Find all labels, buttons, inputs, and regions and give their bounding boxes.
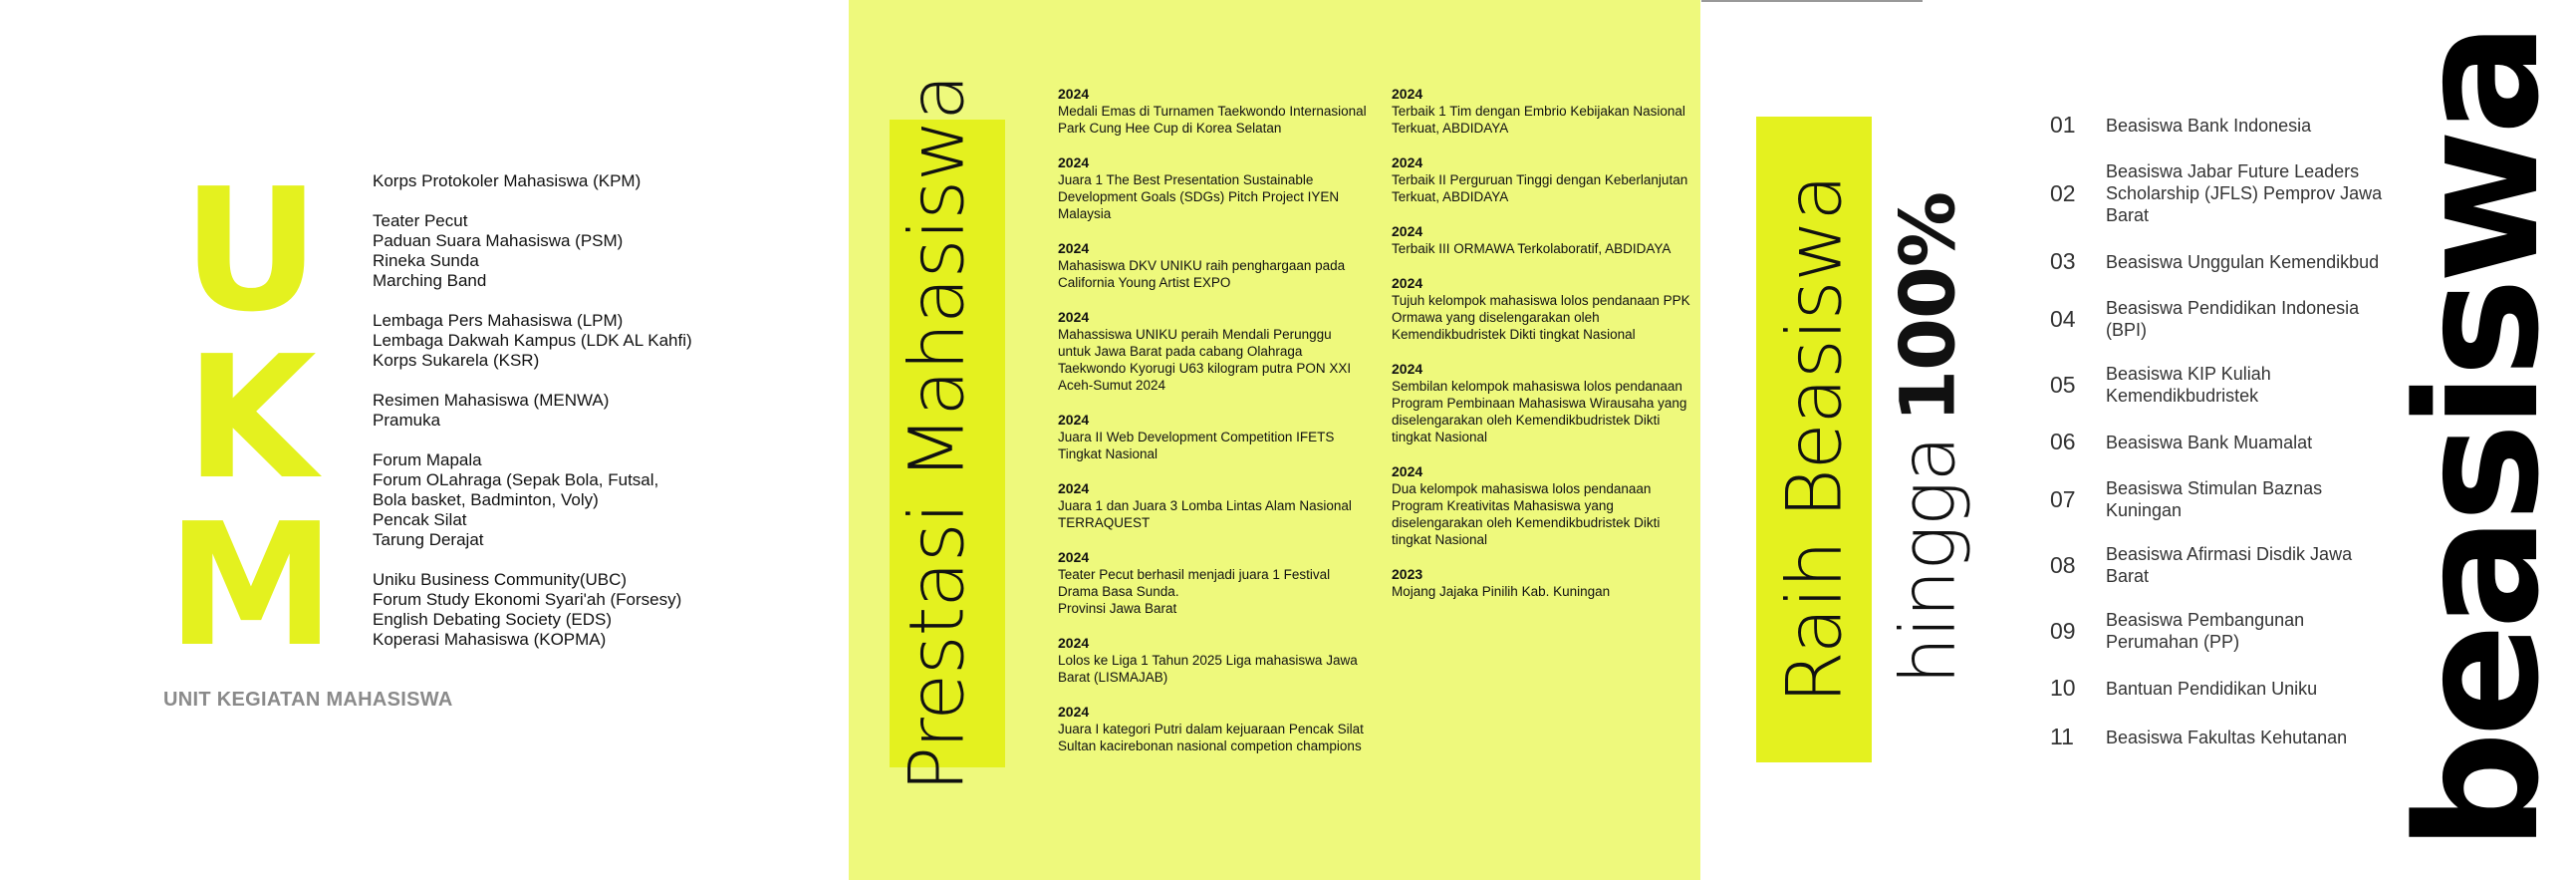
scholarship-item [2050, 477, 2389, 521]
achievement-year: 2024 [1058, 635, 1090, 651]
achievement-year: 2024 [1058, 412, 1090, 428]
scholarship-item [2050, 112, 2389, 139]
achievement-text: Juara II Web Development Competition IFETS Tingkat Nasional [1058, 430, 1335, 461]
achievement-year: 2024 [1392, 361, 1423, 377]
scholarship-number: 05 [2050, 371, 2076, 398]
ukm-item: Koperasi Mahasiswa (KOPMA) [373, 630, 607, 649]
scholarship-name: Beasiswa Bank Muamalat [2106, 432, 2313, 452]
ukm-item: Paduan Suara Mahasiswa (PSM) [373, 231, 624, 250]
scholarship-name: Bantuan Pendidikan Uniku [2106, 678, 2318, 699]
achievement-text: Terbaik 1 Tim dengan Embrio Kebijakan Nasional Terkuat, ABDIDAYA [1392, 104, 1685, 136]
scholarship-name: Beasiswa KIP Kuliah Kemendikbudristek [2106, 364, 2271, 406]
ukm-item: Forum OLahraga (Sepak Bola, Futsal, [373, 470, 659, 489]
scholarship-number: 11 [2050, 724, 2074, 749]
scholarship-number: 08 [2050, 551, 2076, 578]
ukm-item: Rineka Sunda [373, 251, 479, 270]
scholarship-number: 09 [2050, 617, 2076, 644]
ukm-item: Lembaga Pers Mahasiswa (LPM) [373, 311, 624, 330]
scholarship-item [2050, 429, 2389, 455]
achievement-item [1058, 412, 1367, 462]
scholarship-name: Beasiswa Stimulan Baznas Kuningan [2106, 478, 2323, 520]
achievement-text: Dua kelompok mahasiswa lolos pendanaan Program Kreativitas Mahasiswa yang diselengarakan oleh Kemendikbudristek Dikti tingkat Nasional [1392, 481, 1661, 547]
achievement-text: Terbaik II Perguruan Tinggi dengan Keberlanjutan Terkuat, ABDIDAYA [1392, 172, 1688, 204]
scholarship-name: Beasiswa Pembangunan Perumahan (PP) [2106, 610, 2305, 652]
achievement-text: Mojang Jajaka Pinilih Kab. Kuningan [1392, 584, 1611, 599]
ukm-item: Bola basket, Badminton, Voly) [373, 490, 599, 509]
ukm-group [373, 211, 731, 291]
ukm-item: Uniku Business Community(UBC) [373, 570, 628, 589]
hingga-wrap [1873, 149, 1982, 728]
scholarship-number: 02 [2050, 179, 2076, 206]
hingga-heading [1884, 192, 1972, 685]
top-divider [1701, 0, 1923, 2]
scholarship-name: Beasiswa Fakultas Kehutanan [2106, 727, 2348, 747]
achievement-text: Juara 1 The Best Presentation Sustainable Development Goals (SDGs) Pitch Project IYEN Malaysia [1058, 172, 1340, 221]
ukm-item: Pramuka [373, 411, 441, 430]
achievement-text: Lolos ke Liga 1 Tahun 2025 Liga mahasiswa Jawa Barat (LISMAJAB) [1058, 653, 1358, 685]
ukm-group [373, 391, 731, 431]
achievement-column-2 [1392, 86, 1700, 618]
scholarship-number: 06 [2050, 429, 2076, 454]
achievement-year: 2024 [1392, 86, 1423, 102]
prestasi-title: Prestasi Mahasiswa [892, 75, 981, 792]
achievement-text: Teater Pecut berhasil menjadi juara 1 Festival Drama Basa Sunda. Provinsi Jawa Barat [1058, 567, 1331, 616]
achievement-item [1392, 361, 1700, 445]
achievement-year: 2024 [1392, 154, 1423, 170]
big-beasiswa-word: beasiswa [2381, 28, 2576, 851]
scholarship-item [2050, 363, 2389, 407]
ukm-item: Pencak Silat [373, 510, 467, 529]
ukm-letter-m: M [166, 487, 332, 685]
ukm-item: Korps Sukarela (KSR) [373, 351, 540, 370]
achievement-item [1392, 223, 1700, 257]
achievement-year: 2024 [1058, 309, 1090, 325]
achievement-year: 2024 [1058, 549, 1090, 565]
scholarship-item [2050, 609, 2389, 653]
ukm-caption: UNIT KEGIATAN MAHASISWA [163, 689, 453, 711]
ukm-item: Korps Protokoler Mahasiswa (KPM) [373, 171, 642, 190]
achievement-year: 2024 [1058, 480, 1090, 496]
ukm-item: Forum Mapala [373, 450, 482, 469]
achievement-text: Terbaik III ORMAWA Terkolaboratif, ABDIDAYA [1392, 241, 1672, 256]
hingga-percentage: 100% [1883, 191, 1972, 423]
scholarship-name: Beasiswa Unggulan Kemendikbud [2106, 251, 2380, 272]
achievement-year: 2024 [1392, 275, 1423, 291]
ukm-item: Resimen Mahasiswa (MENWA) [373, 391, 610, 410]
achievement-item [1392, 463, 1700, 548]
scholarship-item [2050, 675, 2389, 702]
prestasi-title-wrap [882, 30, 991, 837]
achievement-item [1058, 704, 1367, 754]
raih-wrap [1756, 117, 1872, 762]
scholarship-number: 04 [2050, 305, 2076, 332]
achievement-item [1058, 240, 1367, 291]
ukm-item: Marching Band [373, 271, 487, 290]
achievement-item [1058, 480, 1367, 531]
achievement-text: Juara I kategori Putri dalam kejuaraan Pencak Silat Sultan kacirebonan nasional competion champions [1058, 722, 1364, 753]
achievement-text: Mahassiswa UNIKU peraih Mendali Perunggu untuk Jawa Barat pada cabang Olahraga Taekwondo Kyorugi U63 kilogram putra PON XXI Aceh-Sumut 2024 [1058, 327, 1352, 393]
scholarship-item [2050, 543, 2389, 587]
scholarship-item [2050, 297, 2389, 341]
ukm-item: Tarung Derajat [373, 530, 484, 549]
scholarship-name: Beasiswa Jabar Future Leaders Scholarship (JFLS) Pemprov Jawa Barat [2106, 161, 2383, 225]
achievement-year: 2024 [1392, 223, 1423, 239]
ukm-item: Teater Pecut [373, 211, 468, 230]
ukm-letters [159, 152, 339, 685]
achievement-text: Medali Emas di Turnamen Taekwondo Internasional Park Cung Hee Cup di Korea Selatan [1058, 104, 1367, 136]
ukm-item: Forum Study Ekonomi Syari'ah (Forsesy) [373, 590, 682, 609]
achievement-year: 2024 [1058, 154, 1090, 170]
ukm-letter-k: K [185, 320, 313, 517]
ukm-group [373, 171, 731, 191]
achievement-year: 2023 [1392, 566, 1423, 582]
achievement-item [1392, 86, 1700, 137]
achievement-text: Sembilan kelompok mahasiswa lolos pendanaan Program Pembinaan Mahasiswa Wirausaha yang diselengarakan oleh Kemendikbudristek Dikti tingkat Nasional [1392, 379, 1687, 444]
achievement-item [1058, 309, 1367, 394]
scholarship-item [2050, 248, 2389, 275]
big-word-wrap [2381, 0, 2576, 880]
ukm-group [373, 311, 731, 371]
ukm-item: Lembaga Dakwah Kampus (LDK AL Kahfi) [373, 331, 692, 350]
scholarship-item [2050, 724, 2389, 750]
achievement-item [1058, 635, 1367, 686]
achievement-column-1 [1058, 86, 1367, 772]
ukm-group [373, 450, 731, 550]
scholarship-item [2050, 160, 2389, 226]
achievement-item [1392, 275, 1700, 343]
achievement-year: 2024 [1058, 240, 1090, 256]
ukm-item: English Debating Society (EDS) [373, 610, 613, 629]
ukm-group [373, 570, 731, 650]
scholarship-number: 07 [2050, 485, 2076, 512]
achievement-item [1058, 154, 1367, 222]
scholarship-number: 03 [2050, 248, 2076, 274]
scholarship-name: Beasiswa Afirmasi Disdik Jawa Barat [2106, 544, 2353, 586]
achievement-year: 2024 [1058, 704, 1090, 720]
scholarship-number: 01 [2050, 112, 2076, 138]
achievement-year: 2024 [1392, 463, 1423, 479]
achievement-item [1392, 154, 1700, 205]
achievement-text: Juara 1 dan Juara 3 Lomba Lintas Alam Nasional TERRAQUEST [1058, 498, 1352, 530]
scholarship-name: Beasiswa Pendidikan Indonesia (BPI) [2106, 298, 2360, 340]
raih-beasiswa-heading: Raih Beasiswa [1769, 174, 1859, 705]
scholarship-number: 10 [2050, 675, 2076, 701]
ukm-letter-u: U [181, 152, 317, 350]
achievement-item [1058, 549, 1367, 617]
hingga-word: hingga [1883, 436, 1972, 686]
achievement-text: Mahasiswa DKV UNIKU raih penghargaan pada California Young Artist EXPO [1058, 258, 1346, 290]
achievement-text: Tujuh kelompok mahasiswa lolos pendanaan PPK Ormawa yang diselengarakan oleh Kemendikbudristek Dikti tingkat Nasional [1392, 293, 1690, 342]
achievement-item [1058, 86, 1367, 137]
achievement-year: 2024 [1058, 86, 1090, 102]
scholarship-list [2050, 112, 2389, 772]
scholarship-name: Beasiswa Bank Indonesia [2106, 115, 2312, 136]
ukm-organization-list [373, 171, 731, 670]
achievement-item [1392, 566, 1700, 600]
